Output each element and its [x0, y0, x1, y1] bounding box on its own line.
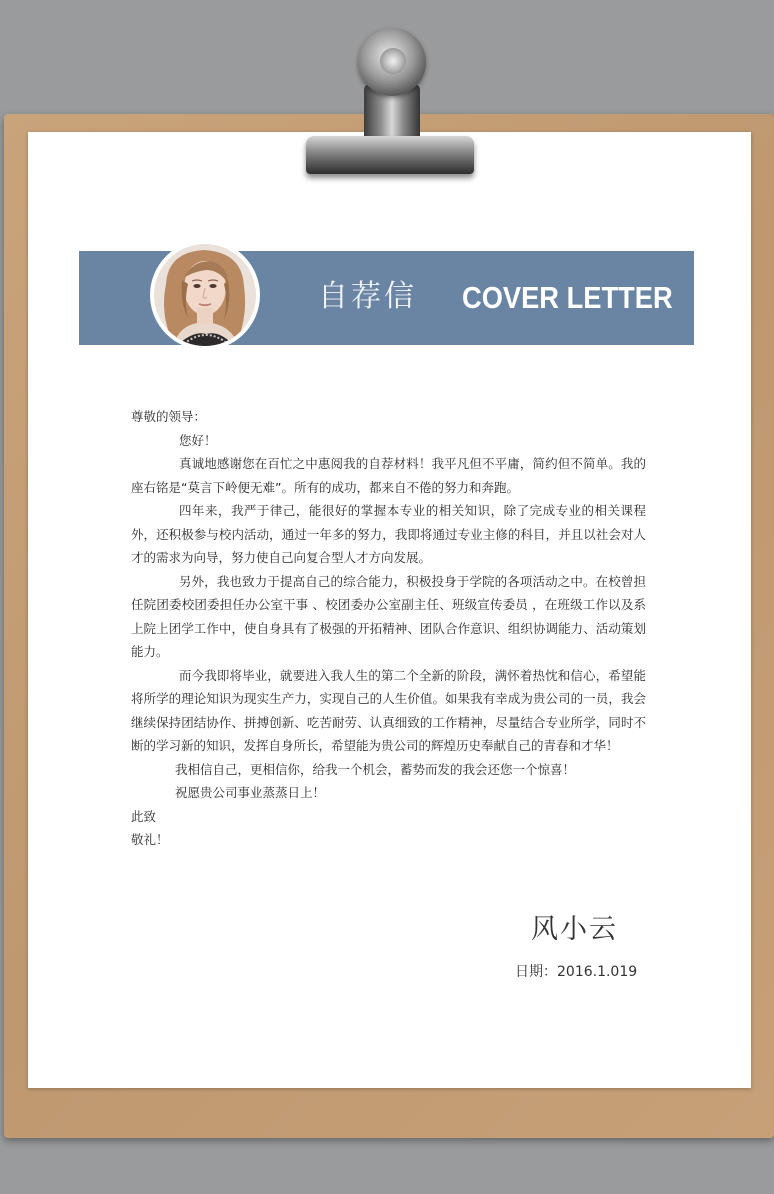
letter-body: [131, 405, 646, 852]
greeting: 您好！: [179, 432, 217, 448]
portrait-photo: [154, 244, 256, 346]
sign-off-salute: 敬礼！: [131, 832, 169, 847]
closing-line-wishes: 祝愿贵公司事业蒸蒸日上！: [175, 785, 326, 800]
paragraph-gratitude: 真诚地感谢您在百忙之中惠阅我的自荐材料！我平凡但不平庸，简约但不简单。我的座右铭是“莫言下岭便无难”。所有的成功，都来自不倦的努力和奔跑。: [131, 456, 646, 495]
paragraph-study: 四年来，我严于律己，能很好的掌握本专业的相关知识，除了完成专业的相关课程外，还积极参与校内活动，通过一年多的努力，我即将通过专业主修的科目，并且以社会对人才的需求为向导，努力使自己向复合型人才方向发展。: [131, 503, 646, 565]
salutation: 尊敬的领导：: [131, 409, 207, 424]
title-english: COVER LETTER: [462, 280, 673, 315]
letter-date: 日期：2016.1.019: [515, 964, 638, 980]
sign-off-regards: 此致: [131, 808, 157, 824]
title-chinese: 自荐信: [318, 279, 417, 314]
closing-line-confidence: 我相信自己，更相信你，给我一个机会，蓄势而发的我会还您一个惊喜！: [175, 761, 576, 777]
binder-clip-icon: [300, 28, 480, 178]
paragraph-future: 而今我即将毕业，就要进入我人生的第二个全新的阶段，满怀着热忱和信心，希望能将所学的理论知识为现实生产力，实现自己的人生价值。如果我有幸成为贵公司的一员，我会继续保持团结协作、拼搏创新、吃苦耐劳、认真细致的工作精神，尽量结合专业所学，同时不断的学习新的知识，发挥自身所长，希望能为贵公司的辉煌历史奉献自己的青春和才华！: [131, 667, 646, 753]
paragraph-activities: 另外，我也致力于提高自己的综合能力，积极投身于学院的各项活动之中。在校曾担任院团委校团委担任办公室干事 、校团委办公室副主任、班级宣传委员 ，在班级工作以及系上院上团学工作中，使自身具有了极强的开拓精神、团队合作意识、组织协调能力、活动策划能力。: [131, 573, 646, 659]
avatar: [150, 240, 260, 350]
signature-name: 风小云: [531, 914, 618, 945]
